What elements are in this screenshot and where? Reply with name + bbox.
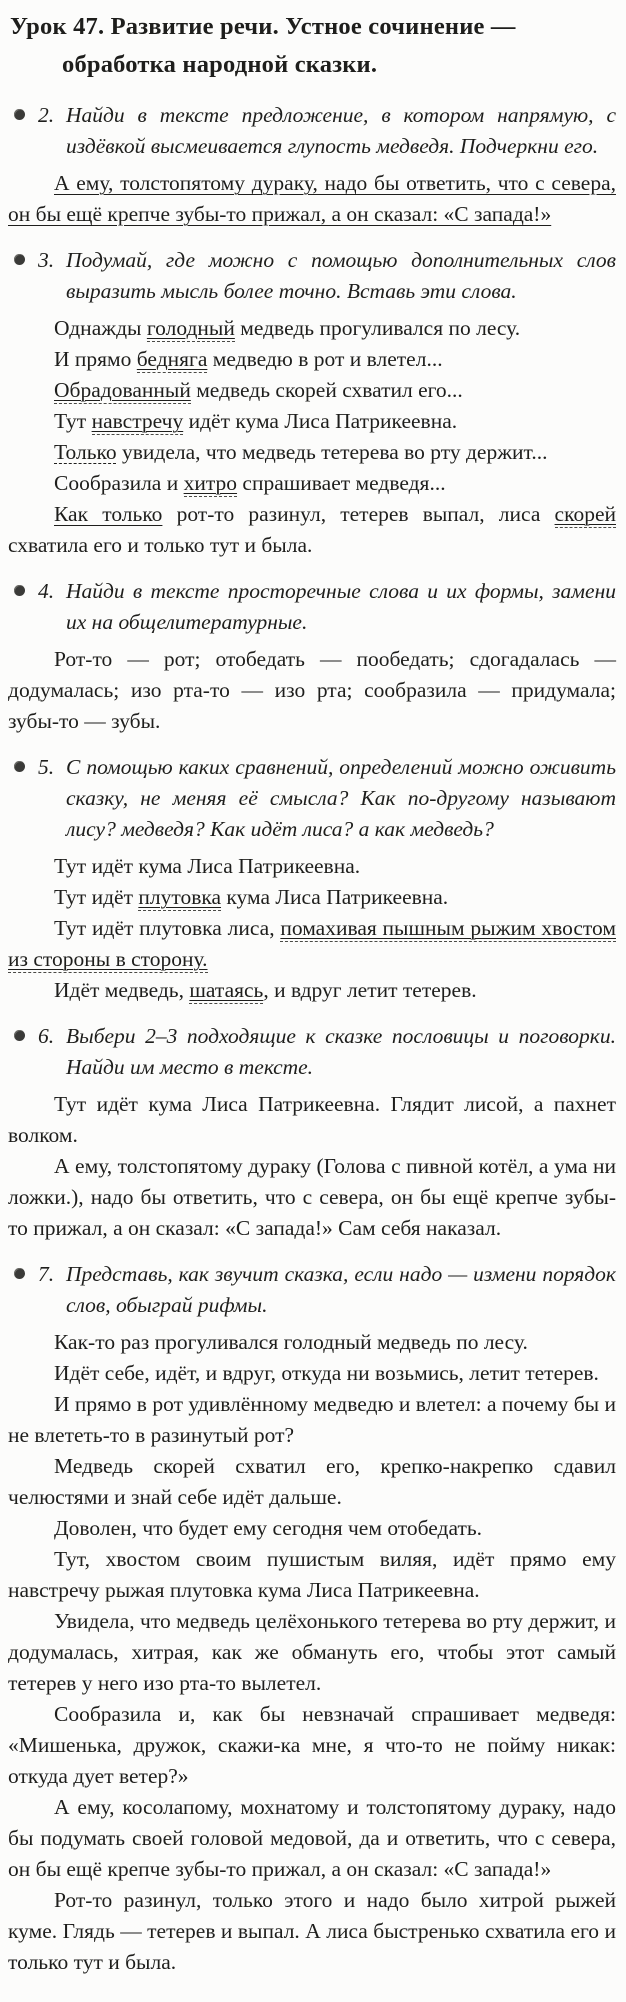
task-item [4, 245, 620, 307]
text-segment: кума Лиса Патрикеевна. [221, 885, 449, 909]
text-segment: медведю в рот и влетел... [207, 347, 443, 371]
paragraph [8, 406, 616, 437]
paragraph [8, 499, 616, 561]
paragraph [8, 1151, 616, 1244]
task-number: 7. [38, 1262, 55, 1286]
paragraph [8, 168, 616, 230]
text-segment: Сообразила и, как бы невзначай спрашивает медведя: «Мишенька, дружок, скажи-ка мне, я что-то не пойму никак: откуда дует ветер?» [8, 1702, 616, 1788]
text-segment: А ему, толстопятому дураку (Голова с пивной котёл, а ума ни ложки.), надо бы ответить, что с севера, он бы ещё крепче зубы-то прижал, а он сказал: «С запада!» Сам себя наказал. [8, 1154, 616, 1240]
text-segment: Доволен, что будет ему сегодня чем отобедать. [54, 1516, 483, 1540]
text-segment: , и вдруг летит тетерев. [263, 978, 477, 1002]
text-segment: Тут идёт кума Лиса Патрикеевна. [54, 854, 361, 878]
paragraph [8, 313, 616, 344]
paragraph [8, 1451, 616, 1513]
paragraph [8, 913, 616, 975]
text-segment: медведь скорей схватил его... [190, 378, 463, 402]
lesson-title-line2: обработка народной сказки. [62, 51, 378, 78]
text-segment: Рот-то разинул, только этого и надо было хитрой рыжей куме. Глядь — тетерев и выпал. А лиса быстренько схватила его и только тут и была. [8, 1888, 616, 1974]
task-number: 5. [38, 755, 55, 779]
text-segment: И прямо в рот удивлённому медведю и влетел: а почему бы и не влететь-то в разинутый рот? [8, 1392, 616, 1447]
paragraph [8, 468, 616, 499]
paragraph [8, 1699, 616, 1792]
task-number: 6. [38, 1024, 55, 1048]
lesson-title-line1: Урок 47. Развитие речи. Устное сочинение — [10, 13, 516, 40]
paragraph [8, 1358, 616, 1389]
text-segment: Тут [54, 409, 92, 433]
underlined-text: плутовка [138, 885, 222, 909]
task-text: Найди в тексте предложение, в котором напрямую, с издёвкой высмеивается глупость медведя. Подчеркни его. [66, 103, 616, 158]
task-item [4, 100, 620, 162]
task-item [4, 1021, 620, 1083]
task-bullet-icon [14, 1030, 25, 1041]
underlined-text: хитро [183, 471, 238, 495]
underlined-text: голодный [146, 316, 235, 340]
text-segment: Тут идёт кума Лиса Патрикеевна. Глядит лисой, а пахнет волком. [8, 1092, 616, 1147]
underlined-text: Обрадованный [54, 378, 191, 402]
paragraph [8, 1389, 616, 1451]
task-bullet-icon [14, 761, 25, 772]
paragraph [8, 375, 616, 406]
task-number: 3. [38, 248, 55, 272]
lesson-title [10, 8, 620, 84]
text-segment: идёт кума Лиса Патрикеевна. [183, 409, 458, 433]
text-segment: Сообразила и [54, 471, 184, 495]
task-bullet-icon [14, 585, 25, 596]
paragraph [8, 1089, 616, 1151]
underlined-text: А ему, толстопятому дураку, надо бы ответить, что с севера, он бы ещё крепче зубы-то прижал, а он сказал: «С запада!» [8, 171, 616, 226]
task-bullet-icon [14, 109, 25, 120]
text-segment: Как-то раз прогуливался голодный медведь по лесу. [54, 1330, 528, 1354]
task-number: 4. [38, 579, 55, 603]
text-segment: И прямо [54, 347, 137, 371]
task-text: Выбери 2–3 подходящие к сказке пословицы и поговорки. Найди им место в тексте. [66, 1024, 616, 1079]
text-segment: Тут идёт плутовка лиса, [54, 916, 281, 940]
text-segment: Увидела, что медведь целёхонького тетерева во рту держит, и додумалась, хитрая, как же обмануть его, чтобы этот самый тетерев у него изо рта-то вылетел. [8, 1609, 616, 1695]
text-segment: А ему, косолапому, мохнатому и толстопятому дураку, надо бы подумать своей головой медовой, да и ответить, что с севера, он бы ещё крепче зубы-то прижал, а он сказал: «С запада!» [8, 1795, 616, 1881]
paragraph [8, 1606, 616, 1699]
task-text: Найди в тексте просторечные слова и их формы, замени их на общелитературные. [66, 579, 616, 634]
task-item [4, 576, 620, 638]
paragraph [8, 344, 616, 375]
underlined-text: Только [54, 440, 117, 464]
text-segment: спрашивает медведя... [237, 471, 446, 495]
task-bullet-icon [14, 254, 25, 265]
lesson-content [4, 100, 620, 1978]
text-segment: медведь прогуливался по лесу. [234, 316, 521, 340]
text-segment: Медведь скорей схватил его, крепко-накрепко сдавил челюстями и знай себе идёт дальше. [8, 1454, 616, 1509]
task-text: Представь, как звучит сказка, если надо — измени порядок слов, обыграй рифмы. [66, 1262, 616, 1317]
underlined-text: помахивая пышным рыжим хвостом из стороны в сторону. [8, 916, 616, 971]
task-item [4, 752, 620, 845]
text-segment: Рот-то — рот; отобедать — пообедать; сдогадалась — додумалась; изо рта-то — изо рта; сообразила — придумала; зубы-то — зубы. [8, 647, 616, 733]
text-segment: Однажды [54, 316, 147, 340]
text-segment: рот-то разинул, тетерев выпал, лиса [162, 502, 555, 526]
paragraph [8, 1885, 616, 1978]
paragraph [8, 882, 616, 913]
paragraph [8, 1792, 616, 1885]
text-segment: Идёт медведь, [54, 978, 190, 1002]
underlined-text: шатаясь [189, 978, 264, 1002]
task-bullet-icon [14, 1268, 25, 1279]
paragraph [8, 975, 616, 1006]
text-segment: увидела, что медведь тетерева во рту держит... [116, 440, 548, 464]
underlined-text: скорей [554, 502, 616, 526]
underlined-text: Как только [54, 502, 163, 526]
text-segment: Тут, хвостом своим пушистым виляя, идёт прямо ему навстречу рыжая плутовка кума Лиса Патрикеевна. [8, 1547, 616, 1602]
paragraph [8, 1327, 616, 1358]
paragraph [8, 644, 616, 737]
task-text: Подумай, где можно с помощью дополнительных слов выразить мысль более точно. Вставь эти слова. [66, 248, 616, 303]
underlined-text: бедняга [136, 347, 208, 371]
paragraph [8, 851, 616, 882]
paragraph [8, 1513, 616, 1544]
paragraph [8, 437, 616, 468]
text-segment: Тут идёт [54, 885, 139, 909]
task-number: 2. [38, 103, 55, 127]
text-segment: схватила его и только тут и была. [8, 533, 313, 557]
task-item [4, 1259, 620, 1321]
paragraph [8, 1544, 616, 1606]
underlined-text: навстречу [91, 409, 184, 433]
task-text: С помощью каких сравнений, определений можно оживить сказку, не меняя её смысла? Как по-другому называют лису? медведя? Как идёт лиса? а как медведь? [66, 755, 616, 841]
text-segment: Идёт себе, идёт, и вдруг, откуда ни возьмись, летит тетерев. [54, 1361, 599, 1385]
